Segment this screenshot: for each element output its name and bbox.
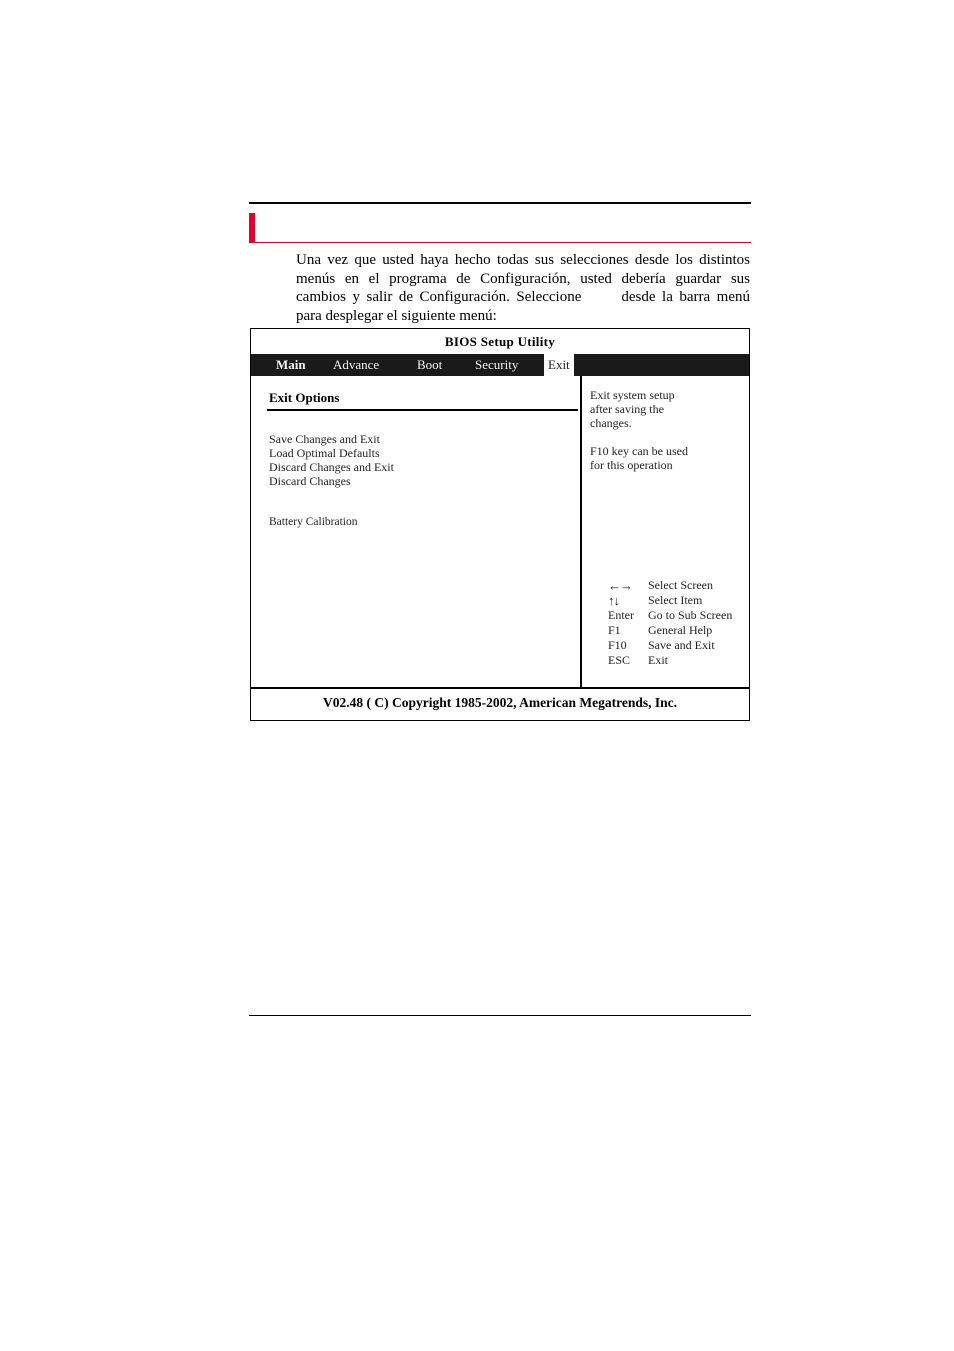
key-desc: Exit bbox=[648, 653, 668, 667]
key-row bbox=[608, 638, 732, 653]
key-desc: General Help bbox=[648, 623, 713, 637]
key-legend bbox=[608, 578, 732, 668]
section-heading-underline bbox=[249, 242, 751, 243]
tab-boot[interactable]: Boot bbox=[417, 357, 443, 372]
key-row bbox=[608, 623, 732, 638]
key-desc: Go to Sub Screen bbox=[648, 608, 733, 622]
key-desc: Select Item bbox=[648, 593, 703, 607]
left-right-arrows-icon: ←→ bbox=[608, 578, 632, 593]
bios-title: BIOS Setup Utility bbox=[444, 334, 556, 349]
section-heading-marker bbox=[249, 213, 255, 243]
intro-paragraph bbox=[296, 251, 750, 325]
tab-security[interactable]: Security bbox=[475, 357, 519, 372]
panel-divider-vertical bbox=[580, 376, 582, 688]
bios-menubar bbox=[251, 354, 749, 376]
up-down-arrows-icon: ↑↓ bbox=[608, 593, 619, 608]
option-discard-changes[interactable]: Discard Changes bbox=[269, 474, 351, 488]
option-battery-calibration[interactable]: Battery Calibration bbox=[269, 516, 358, 528]
help-line: F10 key can be used bbox=[590, 444, 688, 458]
help-panel bbox=[590, 388, 740, 486]
key-row bbox=[608, 608, 732, 623]
bios-screen bbox=[250, 328, 750, 721]
bottom-rule bbox=[249, 1015, 751, 1016]
key-name: ESC bbox=[608, 653, 631, 667]
help-line: for this operation bbox=[590, 458, 673, 472]
key-row bbox=[608, 653, 732, 668]
top-rule bbox=[249, 202, 751, 204]
key-desc: Save and Exit bbox=[648, 638, 715, 652]
key-name: F1 bbox=[608, 623, 621, 637]
tab-main[interactable]: Main bbox=[276, 357, 306, 372]
option-load-optimal-defaults[interactable]: Load Optimal Defaults bbox=[269, 446, 380, 460]
intro-text-before: Una vez que usted haya hecho todas sus selecciones desde los distintos menús en el programa de Configuración, usted debería guardar sus cambios y salir de Configuración. Seleccione bbox=[296, 252, 750, 305]
key-row bbox=[608, 593, 732, 608]
exit-options-underline bbox=[267, 409, 578, 411]
key-row bbox=[608, 578, 732, 593]
intro-text-after: desde la barra menú para desplegar el siguiente menú: bbox=[296, 289, 751, 324]
key-desc: Select Screen bbox=[648, 578, 713, 592]
tab-exit[interactable]: Exit bbox=[544, 354, 574, 376]
bios-copyright-footer: V02.48 ( C) Copyright 1985-2002, American Megatrends, Inc. bbox=[322, 695, 678, 710]
exit-options-list bbox=[269, 432, 394, 488]
option-discard-changes-and-exit[interactable]: Discard Changes and Exit bbox=[269, 460, 394, 474]
help-line: Exit system setup bbox=[590, 388, 675, 402]
help-line: after saving the bbox=[590, 402, 664, 416]
option-save-changes-and-exit[interactable]: Save Changes and Exit bbox=[269, 432, 380, 446]
help-line: changes. bbox=[590, 416, 632, 430]
tab-advance[interactable]: Advance bbox=[333, 357, 380, 372]
key-name: Enter bbox=[608, 608, 634, 622]
footer-divider bbox=[251, 687, 749, 689]
key-name: F10 bbox=[608, 638, 627, 652]
exit-options-title: Exit Options bbox=[269, 390, 340, 405]
